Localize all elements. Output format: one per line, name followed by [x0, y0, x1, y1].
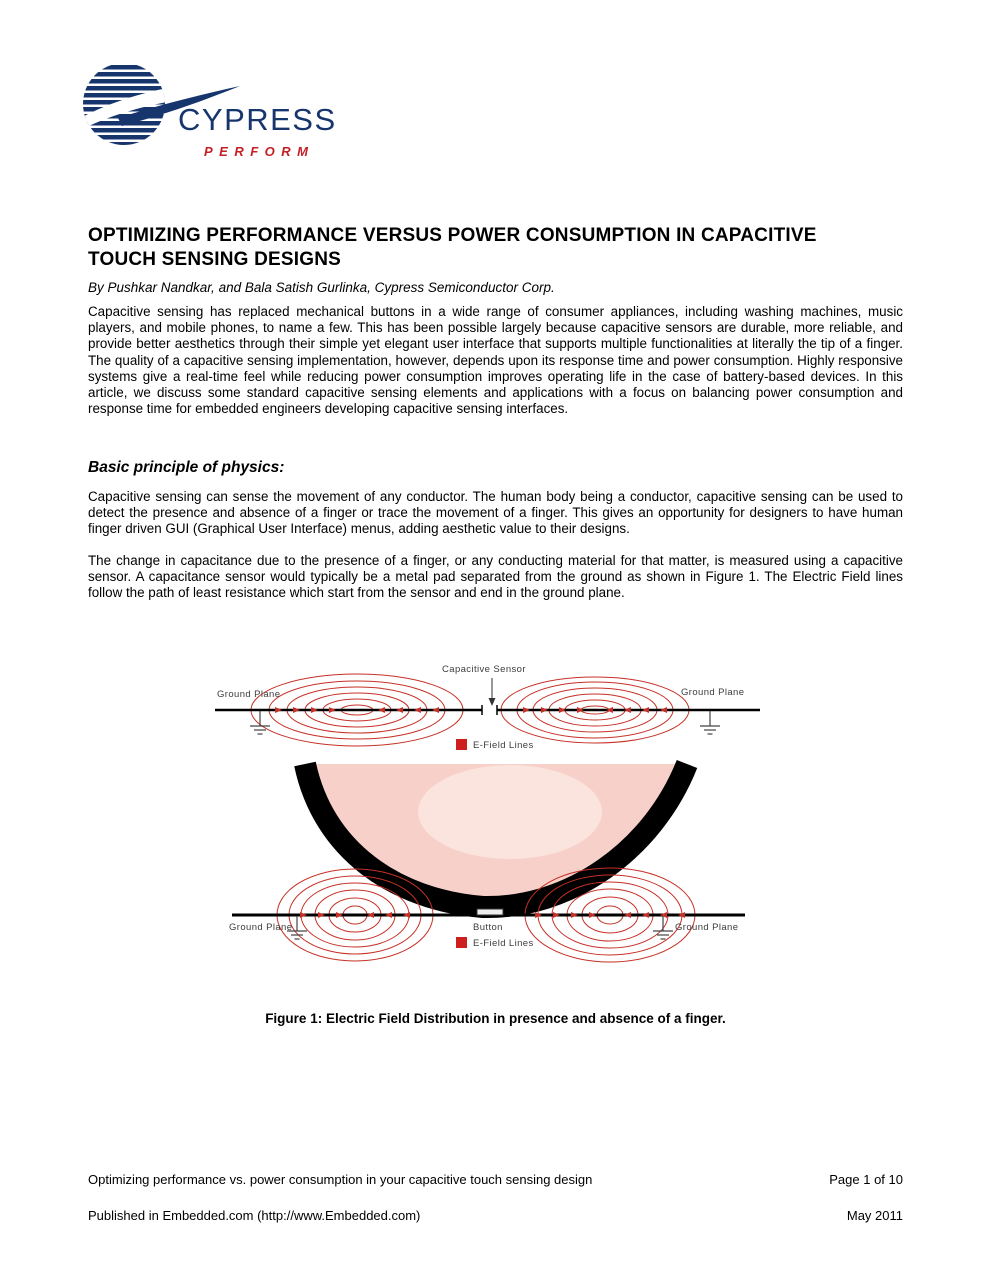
efield-legend-swatch-bottom — [456, 937, 467, 948]
capacitive-sensor-arrow — [489, 678, 496, 706]
logo-brand-text: CYPRESS — [178, 102, 337, 137]
button-pad — [477, 909, 503, 915]
ground-symbol-top-left — [250, 711, 270, 734]
footer-page-number: Page 1 of 10 — [829, 1172, 903, 1187]
byline: By Pushkar Nandkar, and Bala Satish Gurlinka, Cypress Semiconductor Corp. — [88, 280, 555, 295]
article-title — [88, 224, 906, 271]
section-paragraph-1: Capacitive sensing can sense the movement of any conductor. The human body being a conductor, capacitive sensing can be used to detect the presence and absence of a finger or trace the movement of a finger. This gives an opportunity for designers to have human finger driven GUI (Graphical User Interface) menus, adding aesthetic value to their designs. — [88, 489, 903, 537]
label-ground-plane-top-right: Ground Plane — [681, 687, 745, 698]
ground-symbol-top-right — [700, 711, 720, 734]
label-button: Button — [473, 922, 503, 933]
label-efield-lines-top: E-Field Lines — [473, 740, 534, 751]
label-capacitive-sensor: Capacitive Sensor — [442, 664, 526, 675]
footer-date: May 2011 — [846, 1208, 903, 1223]
section-heading: Basic principle of physics: — [88, 459, 285, 476]
section-paragraph-2: The change in capacitance due to the presence of a finger, or any conducting material for that matter, is measured using a capacitive sensor. A capacitance sensor would typically be a metal pad separated from the ground as shown in Figure 1. The Electric Field lines follow the path of least resistance which start from the sensor and end in the ground plane. — [88, 553, 903, 601]
article-title-line1: OPTIMIZING PERFORMANCE VERSUS POWER CONSUMPTION IN CAPACITIVE — [88, 225, 817, 246]
article-title-line2: TOUCH SENSING DESIGNS — [88, 248, 341, 270]
finger-shape — [305, 764, 687, 907]
footer-doc-title: Optimizing performance vs. power consumption in your capacitive touch sensing design — [88, 1172, 593, 1187]
label-efield-lines-bottom: E-Field Lines — [473, 938, 534, 949]
footer-publication: Published in Embedded.com (http://www.Embedded.com) — [88, 1208, 421, 1223]
label-ground-plane-bottom-left: Ground Plane — [229, 922, 293, 933]
cypress-logo — [78, 58, 337, 168]
label-ground-plane-top-left: Ground Plane — [217, 689, 281, 700]
logo-tagline-text: PERFORM — [204, 144, 315, 159]
intro-paragraph: Capacitive sensing has replaced mechanical buttons in a wide range of consumer appliances, including washing machines, music players, and mobile phones, to name a few. This has been possible largely because capacitive sensors are durable, more reliable, and provide better aesthetics through their simple yet elegant user interface that supports multiple functionalities at literally the tip of a finger. The quality of a capacitive sensing implementation, however, depends upon its response time and power consumption. Highly responsive systems give a real-time feel while reducing power consumption improves operating life in the case of battery-based devices. In this article, we discuss some standard capacitive sensing elements and applications with a focus on balancing power consumption and response time for embedded engineers developing capacitive sensing interfaces. — [88, 304, 903, 417]
figure1 — [205, 660, 775, 980]
figure1-caption: Figure 1: Electric Field Distribution in presence and absence of a finger. — [265, 1011, 726, 1026]
label-ground-plane-bottom-right: Ground Plane — [675, 922, 739, 933]
footer-row-1 — [88, 1172, 903, 1187]
footer-row-2 — [88, 1208, 903, 1223]
efield-legend-swatch-top — [456, 739, 467, 750]
